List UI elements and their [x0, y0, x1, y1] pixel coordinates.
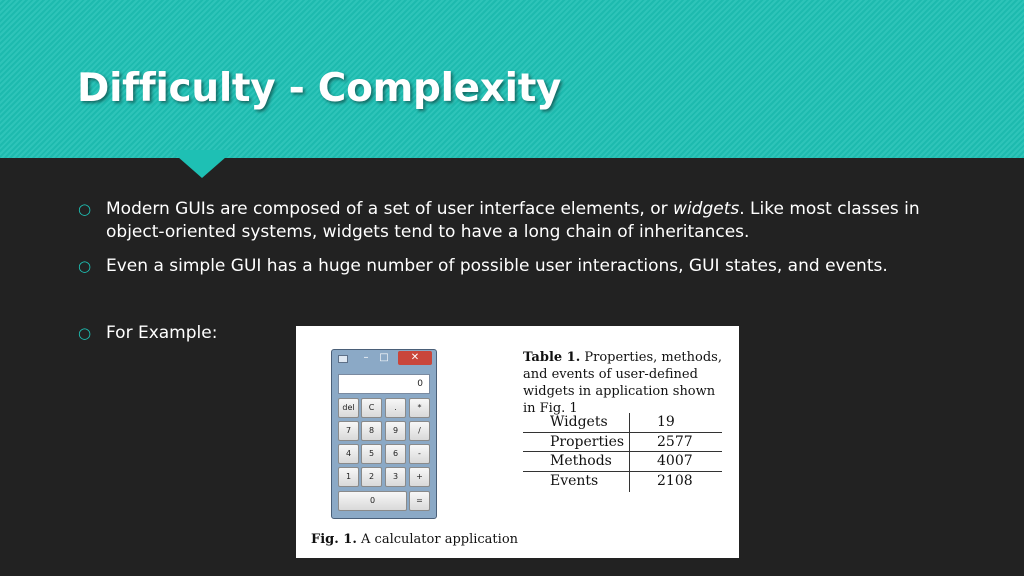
table-row [523, 413, 722, 433]
calculator-titlebar [332, 350, 436, 368]
table-row [523, 472, 722, 492]
calc-key-9: 9 [385, 421, 406, 441]
calc-key-subtract: - [409, 444, 430, 464]
table-cell-value: 4007 [657, 453, 693, 469]
calc-key-3: 3 [385, 467, 406, 487]
calc-key-0: 0 [338, 491, 407, 511]
table-cell-name: Events [550, 472, 599, 489]
calc-key-8: 8 [361, 421, 382, 441]
app-icon [338, 355, 348, 363]
title-banner [0, 0, 1024, 158]
calc-key-decimal: . [385, 398, 406, 418]
calc-key-6: 6 [385, 444, 406, 464]
hollow-circle-bullet-icon: ○ [78, 324, 92, 342]
bullet-text [106, 198, 946, 244]
table-caption-text: Properties, methods, and events of user-defined widgets in application shown in Fig. 1 [523, 350, 722, 416]
slide-title: Difficulty - Complexity [77, 66, 562, 111]
bullet-item [78, 198, 946, 244]
bullet-text-italic: widgets [673, 199, 740, 219]
bullet-text-part: Modern GUIs are composed of a set of user interface elements, or [106, 199, 674, 219]
bullet-item [78, 255, 946, 278]
minimize-icon: – [363, 352, 369, 363]
table-row [523, 452, 722, 472]
calc-key-add: + [409, 467, 430, 487]
close-icon: ✕ [398, 351, 432, 365]
table-caption [523, 349, 729, 417]
figure-caption-text: A calculator application [356, 532, 519, 547]
table-caption-label: Table 1. [523, 350, 581, 365]
calc-key-2: 2 [361, 467, 382, 487]
figure-caption [311, 532, 518, 547]
table-cell-value: 2577 [657, 433, 693, 450]
maximize-icon: □ [379, 352, 389, 363]
calc-key-5: 5 [361, 444, 382, 464]
calculator-display: 0 [338, 374, 430, 394]
bullet-text: For Example: [106, 323, 218, 343]
table-cell-name: Methods [550, 453, 612, 469]
banner-notch [170, 150, 234, 178]
calculator-window [331, 349, 437, 519]
table-cell-value: 19 [657, 414, 675, 430]
bullet-text: Even a simple GUI has a huge number of possible user interactions, GUI states, and events. [106, 256, 888, 276]
calc-key-4: 4 [338, 444, 359, 464]
hollow-circle-bullet-icon: ○ [78, 257, 92, 275]
calc-key-7: 7 [338, 421, 359, 441]
calc-key-del: del [338, 398, 359, 418]
widget-stats-table [523, 413, 722, 491]
bullet-text-part: . Like most classes in object-oriented systems, widgets tend to have a long chain of inheritances. [106, 199, 920, 242]
calc-key-equals: = [409, 491, 430, 511]
table-row [523, 433, 722, 453]
example-figure-image [296, 326, 739, 558]
hollow-circle-bullet-icon: ○ [78, 200, 92, 218]
figure-caption-label: Fig. 1. [311, 532, 357, 547]
calc-key-divide: / [409, 421, 430, 441]
calc-key-multiply: * [409, 398, 430, 418]
table-cell-name: Properties [550, 433, 625, 450]
calc-key-clear: C [361, 398, 382, 418]
calc-key-1: 1 [338, 467, 359, 487]
table-cell-name: Widgets [550, 414, 608, 430]
table-cell-value: 2108 [657, 472, 693, 489]
